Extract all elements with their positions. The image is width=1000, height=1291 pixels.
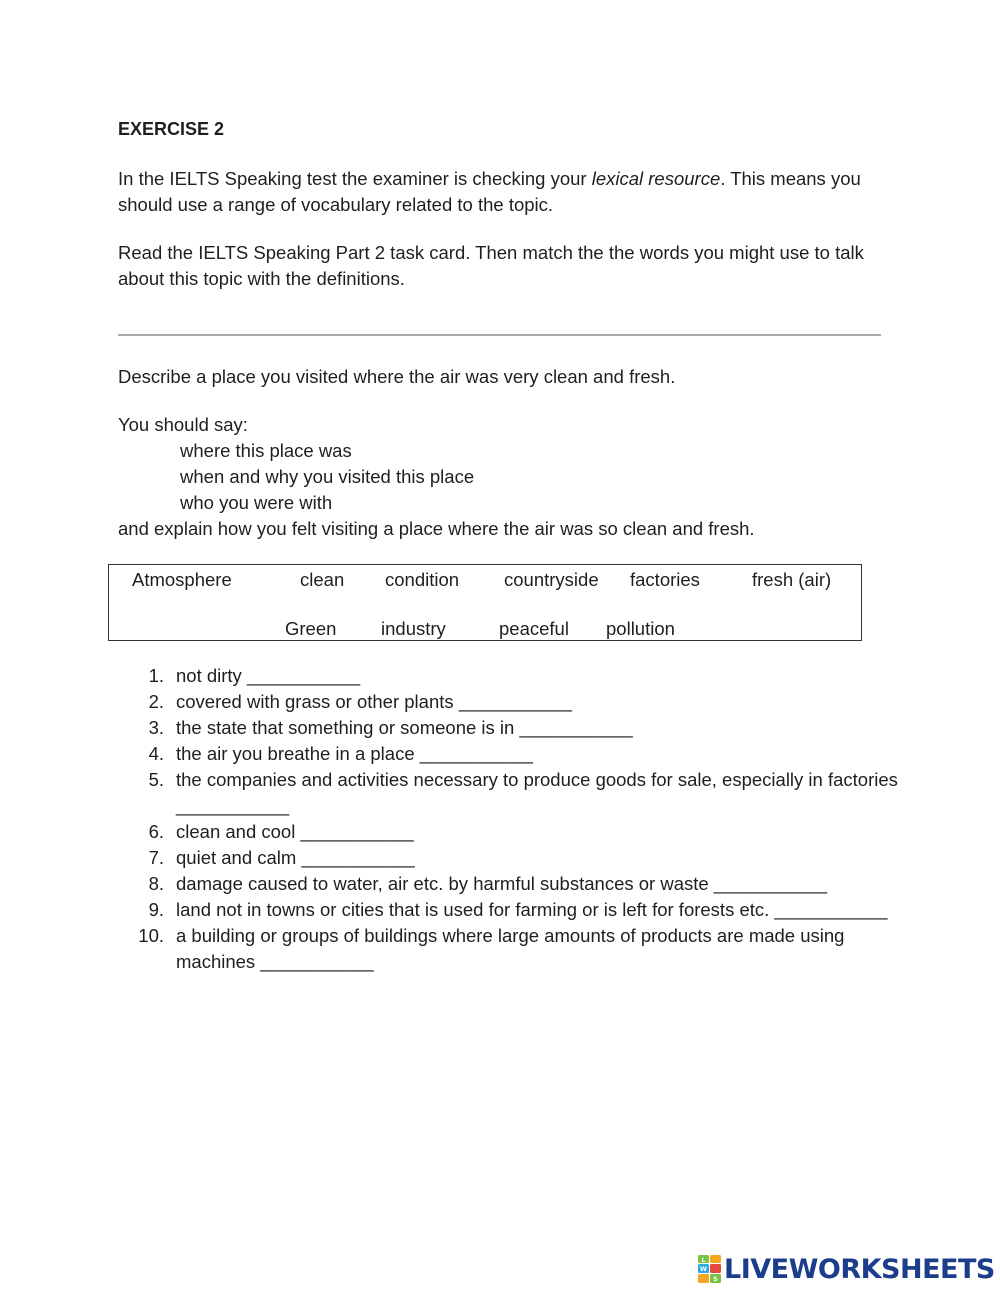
word-bank-word: peaceful bbox=[499, 618, 569, 639]
intro-p1-start: In the IELTS Speaking test the examiner is checking your bbox=[118, 168, 592, 189]
definition-text: damage caused to water, air etc. by harmful substances or waste ___________ bbox=[176, 873, 827, 894]
definition-text: the air you breathe in a place ___________ bbox=[176, 743, 533, 764]
definition-item bbox=[140, 663, 900, 689]
definition-text: clean and cool ___________ bbox=[176, 821, 414, 842]
definitions-list bbox=[140, 663, 900, 975]
definition-text: covered with grass or other plants ___________ bbox=[176, 691, 572, 712]
task-card-bullet: who you were with bbox=[180, 492, 333, 513]
definition-item bbox=[140, 767, 900, 819]
task-card-prompt: Describe a place you visited where the air was very clean and fresh. bbox=[118, 366, 676, 387]
word-bank-word: clean bbox=[300, 569, 345, 590]
definition-text: quiet and calm ___________ bbox=[176, 847, 415, 868]
definition-number: 10. bbox=[138, 925, 164, 946]
liveworksheets-logo-icon bbox=[698, 1255, 722, 1283]
definition-text: the companies and activities necessary to produce goods for sale, especially in factories ___________ bbox=[176, 769, 898, 816]
task-card-say-intro: You should say: bbox=[118, 414, 248, 435]
word-bank-word: Atmosphere bbox=[132, 569, 232, 590]
word-bank-word: condition bbox=[385, 569, 460, 590]
word-bank-word: fresh (air) bbox=[752, 569, 832, 590]
intro-p1-italic: lexical resource bbox=[591, 168, 721, 189]
definition-number: 9. bbox=[148, 899, 164, 920]
definition-text: a building or groups of buildings where large amounts of products are made using machines ___________ bbox=[176, 925, 845, 972]
definition-item bbox=[140, 845, 900, 871]
definition-text: the state that something or someone is in ___________ bbox=[176, 717, 633, 738]
definition-number: 5. bbox=[148, 769, 164, 790]
exercise-title: EXERCISE 2 bbox=[118, 119, 225, 139]
section-divider bbox=[118, 334, 881, 336]
logo-letter: L bbox=[701, 1255, 706, 1264]
definition-item bbox=[140, 715, 900, 741]
intro-paragraph-2: Read the IELTS Speaking Part 2 task card. Then match the the words you might use to talk about this topic with the definitions. bbox=[118, 242, 864, 289]
definition-item bbox=[140, 897, 900, 923]
definition-number: 2. bbox=[148, 691, 164, 712]
definition-number: 8. bbox=[148, 873, 164, 894]
definition-number: 1. bbox=[148, 665, 164, 686]
definition-number: 3. bbox=[148, 717, 164, 738]
word-bank-box bbox=[108, 564, 862, 641]
task-card-closing: and explain how you felt visiting a place where the air was so clean and fresh. bbox=[118, 518, 755, 539]
definition-text: land not in towns or cities that is used for farming or is left for forests etc. ___________ bbox=[176, 899, 888, 920]
liveworksheets-logo bbox=[698, 1254, 995, 1284]
definition-number: 6. bbox=[148, 821, 164, 842]
word-bank-word: countryside bbox=[504, 569, 599, 590]
task-card-bullet: where this place was bbox=[180, 440, 352, 461]
definition-number: 4. bbox=[148, 743, 164, 764]
definition-item bbox=[140, 689, 900, 715]
logo-letter: W bbox=[699, 1265, 708, 1274]
definition-item bbox=[140, 819, 900, 845]
definition-item bbox=[140, 923, 900, 975]
definition-item bbox=[140, 871, 900, 897]
definition-text: not dirty ___________ bbox=[176, 665, 361, 686]
logo-letter: S bbox=[713, 1275, 718, 1283]
definition-item bbox=[140, 741, 900, 767]
liveworksheets-wordmark: LIVEWORKSHEETS bbox=[724, 1253, 995, 1285]
task-card-bullet: when and why you visited this place bbox=[180, 466, 475, 487]
intro-p1-end: . This means you should use a range of vocabulary related to the topic. bbox=[118, 168, 861, 215]
intro-paragraph-1 bbox=[118, 166, 888, 218]
word-bank-word: factories bbox=[630, 569, 700, 590]
word-bank-word: industry bbox=[381, 618, 446, 639]
definition-number: 7. bbox=[148, 847, 164, 868]
word-bank-word: pollution bbox=[606, 618, 675, 639]
word-bank-word: Green bbox=[285, 618, 337, 639]
